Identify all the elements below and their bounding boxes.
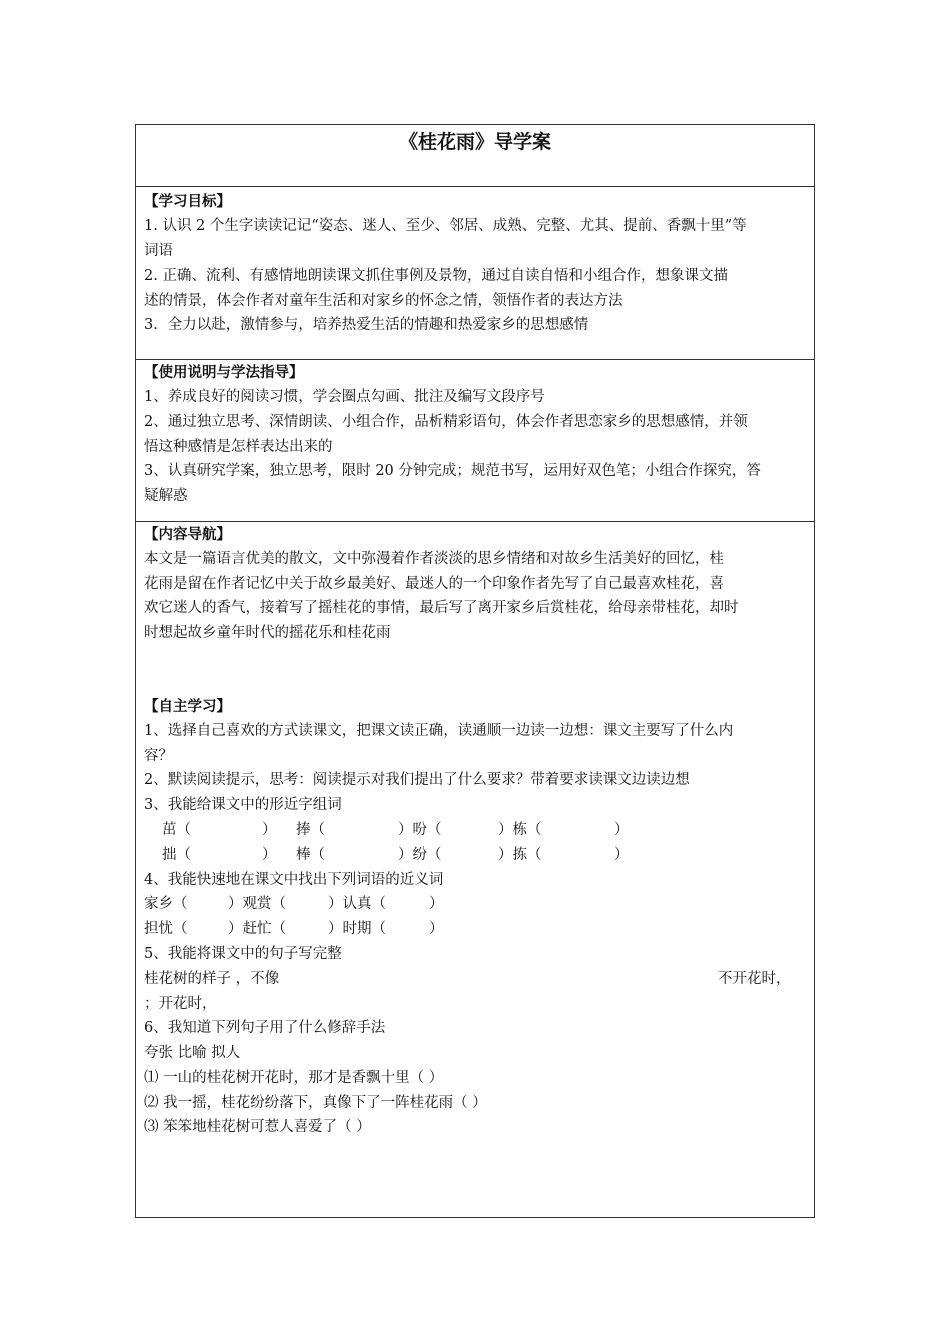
instruction-3: 3、认真研究学案，独立思考，限时 20 分钟完成；规范书写，运用好双色笔；小组合作探究，答 (144, 463, 761, 479)
synonym-blank: ）观赏（ (228, 896, 286, 912)
synonym-blank: ）赶忙（ (228, 921, 286, 937)
word-blank: 茁（ (162, 822, 191, 838)
instructions-section (136, 359, 814, 521)
rhetoric-sentence: ⑴ 一山的桂花树开花时，那才是香飘十里（ ） (144, 1070, 444, 1086)
summary-line: 时想起故乡童年时代的摇花乐和桂花雨 (144, 625, 391, 641)
synonym-blank: ）认真（ (328, 896, 386, 912)
word-blank: 捧（ (296, 822, 325, 838)
instruction-1: 1、养成良好的阅读习惯，学会圈点勾画、批注及编写文段序号 (144, 389, 545, 405)
word-blank: 棒（ (296, 847, 325, 863)
section-heading: 【自主学习】 (144, 698, 231, 715)
word-blank: ）栋（ (498, 822, 542, 838)
section-heading: 【使用说明与学法指导】 (144, 364, 304, 381)
section-heading: 【学习目标】 (144, 193, 231, 210)
word-blank: ）吩（ (398, 822, 442, 838)
word-blank: ）纷（ (398, 847, 442, 863)
content-section (136, 521, 814, 1217)
rhetoric-options: 夸张 比喻 拟人 (144, 1045, 241, 1061)
rhetoric-sentence: ⑵ 我一摇，桂花纷纷落下，真像下了一阵桂花雨（ ） (144, 1095, 487, 1111)
instruction-3-cont: 疑解惑 (144, 488, 188, 504)
rhetoric-sentence: ⑶ 笨笨地桂花树可惹人喜爱了（ ） (144, 1119, 371, 1135)
word-blank: ） (614, 822, 629, 838)
question-2: 2、默读阅读提示，思考：阅读提示对我们提出了什么要求？带着要求读课文边读边想 (144, 772, 690, 788)
synonym-blank: ） (429, 896, 444, 912)
word-blank: ）拣（ (498, 847, 542, 863)
title-cell (136, 125, 814, 186)
synonym-blank: ） (429, 921, 444, 937)
page-title: 《桂花雨》导学案 (398, 131, 551, 153)
word-blank: ） (262, 847, 277, 863)
synonym-blank: ）时期（ (328, 921, 386, 937)
goal-1-cont: 词语 (144, 243, 173, 259)
question-6: 6、我知道下列句子用了什么修辞手法 (144, 1020, 386, 1036)
summary-line: 欢它迷人的香气，接着写了摇桂花的事情，最后写了离开家乡后赏桂花，给母亲带桂花，却时 (144, 600, 739, 616)
section-heading: 【内容导航】 (144, 526, 231, 543)
sentence-start: 桂花树的样子 ，不像 (144, 971, 280, 987)
goal-3: 3．全力以赴，激情参与，培养热爱生活的情趣和热爱家乡的思想感情 (144, 317, 589, 333)
sentence-middle: 不开花时， (718, 971, 791, 987)
sentence-end: ；开花时， (144, 996, 217, 1012)
question-5: 5、我能将课文中的句子写完整 (144, 946, 342, 962)
goal-2: 2. 正确、流利、有感情地朗读课文抓住事例及景物，通过自读自悟和小组合作，想象课文描 (144, 268, 728, 284)
summary-line: 花雨是留在作者记忆中关于故乡最美好、最迷人的一个印象作者先写了自己最喜欢桂花，喜 (144, 576, 724, 592)
word-blank: ） (614, 847, 629, 863)
learning-goals-section (136, 186, 814, 359)
worksheet-table (135, 124, 815, 1218)
word-blank: 拙（ (162, 847, 191, 863)
question-3: 3、我能给课文中的形近字组词 (144, 797, 342, 813)
instruction-2: 2、通过独立思考、深情朗读、小组合作，品析精彩语句，体会作者思恋家乡的思想感情，并领 (144, 414, 748, 430)
word-blank: ） (262, 822, 277, 838)
goal-1: 1. 认识 2 个生字读读记记“姿态、迷人、至少、邻居、成熟、完整、尤其、提前、香飘十里”等 (144, 218, 747, 234)
synonym-blank: 家乡（ (144, 896, 188, 912)
question-4: 4、我能快速地在课文中找出下列词语的近义词 (144, 872, 444, 888)
goal-2-cont: 述的情景，体会作者对童年生活和对家乡的怀念之情，领悟作者的表达方法 (144, 293, 623, 309)
question-1-cont: 容？ (144, 748, 173, 764)
summary-line: 本文是一篇语言优美的散文，文中弥漫着作者淡淡的思乡情绪和对故乡生活美好的回忆，桂 (144, 551, 724, 567)
synonym-blank: 担忧（ (144, 921, 188, 937)
question-1: 1、选择自己喜欢的方式读课文，把课文读正确，读通顺一边读一边想：课文主要写了什么内 (144, 723, 734, 739)
instruction-2-cont: 悟这种感情是怎样表达出来的 (144, 439, 333, 455)
